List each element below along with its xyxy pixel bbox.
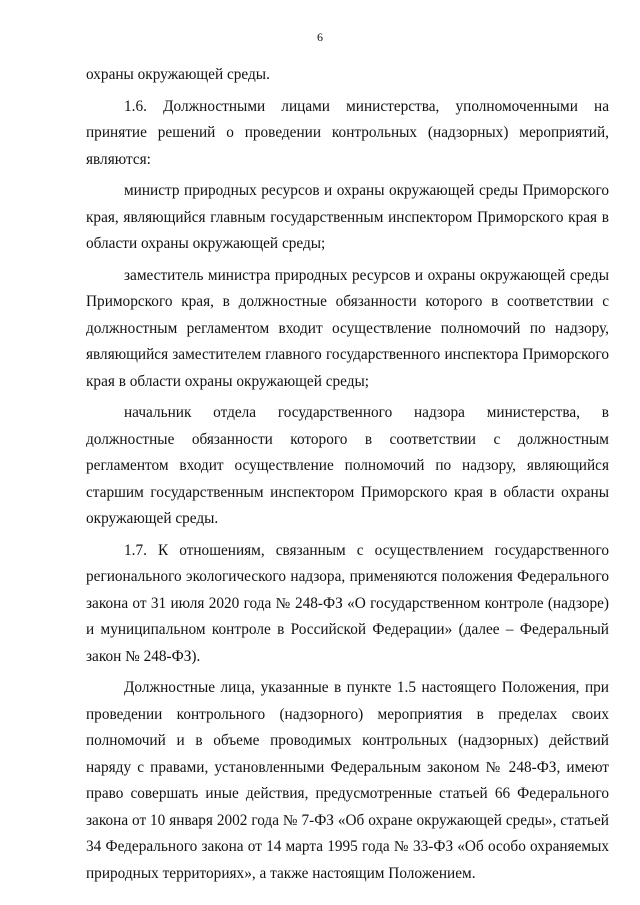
paragraph-department-head: начальник отдела государственного надзора министерства, в должностные обязанности которого в соответствии с должностным регламентом входит осуществление полномочий по надзору, являющийся старшим государственным инспектором Приморского края в области охраны окружающей среды. (86, 404, 609, 527)
paragraph-deputy-minister: заместитель министра природных ресурсов и охраны окружающей среды Приморского края, в должностные обязанности которого в соответствии с должностным регламентом входит осуществление полномочий по надзору, являющийся заместителем главного государственного инспектора Приморского края в области охраны окружающей среды; (86, 266, 609, 390)
page-number: 6 (317, 30, 323, 44)
document-body (86, 62, 609, 887)
paragraph-1-6: 1.6. Должностными лицами министерства, уполномоченными на принятие решений о проведении контрольных (надзорных) мероприятий, являются: (86, 97, 609, 168)
paragraph-minister: министр природных ресурсов и охраны окружающей среды Приморского края, являющийся главным государственным инспектором Приморского края в области охраны окружающей среды; (86, 182, 609, 252)
paragraph-1-7: 1.7. К отношениям, связанным с осуществлением государственного регионального экологического надзора, применяются положения Федерального закона от 31 июля 2020 года № 248-ФЗ «О государственном контроле (надзоре) и муниципальном контроле в Российской Федерации» (далее – Федеральный закон № 248-ФЗ). (86, 541, 609, 665)
paragraph-officials-rights: Должностные лица, указанные в пункте 1.5 настоящего Положения, при проведении контрольного (надзорного) мероприятия в пределах своих полномочий и в объеме проводимых контрольных (надзорных) действий наряду с правами, установленными Федеральным законом № 248-ФЗ, имеют право совершать иные действия, предусмотренные статьей 66 Федерального закона от 10 января 2002 года № 7-ФЗ «Об охране окружающей среды», статьей 34 Федерального закона от 14 марта 1995 года № 33-ФЗ «Об особо охраняемых природных территориях», а также настоящим Положением. (86, 679, 609, 882)
paragraph-continuation: охраны окружающей среды. (86, 66, 270, 83)
